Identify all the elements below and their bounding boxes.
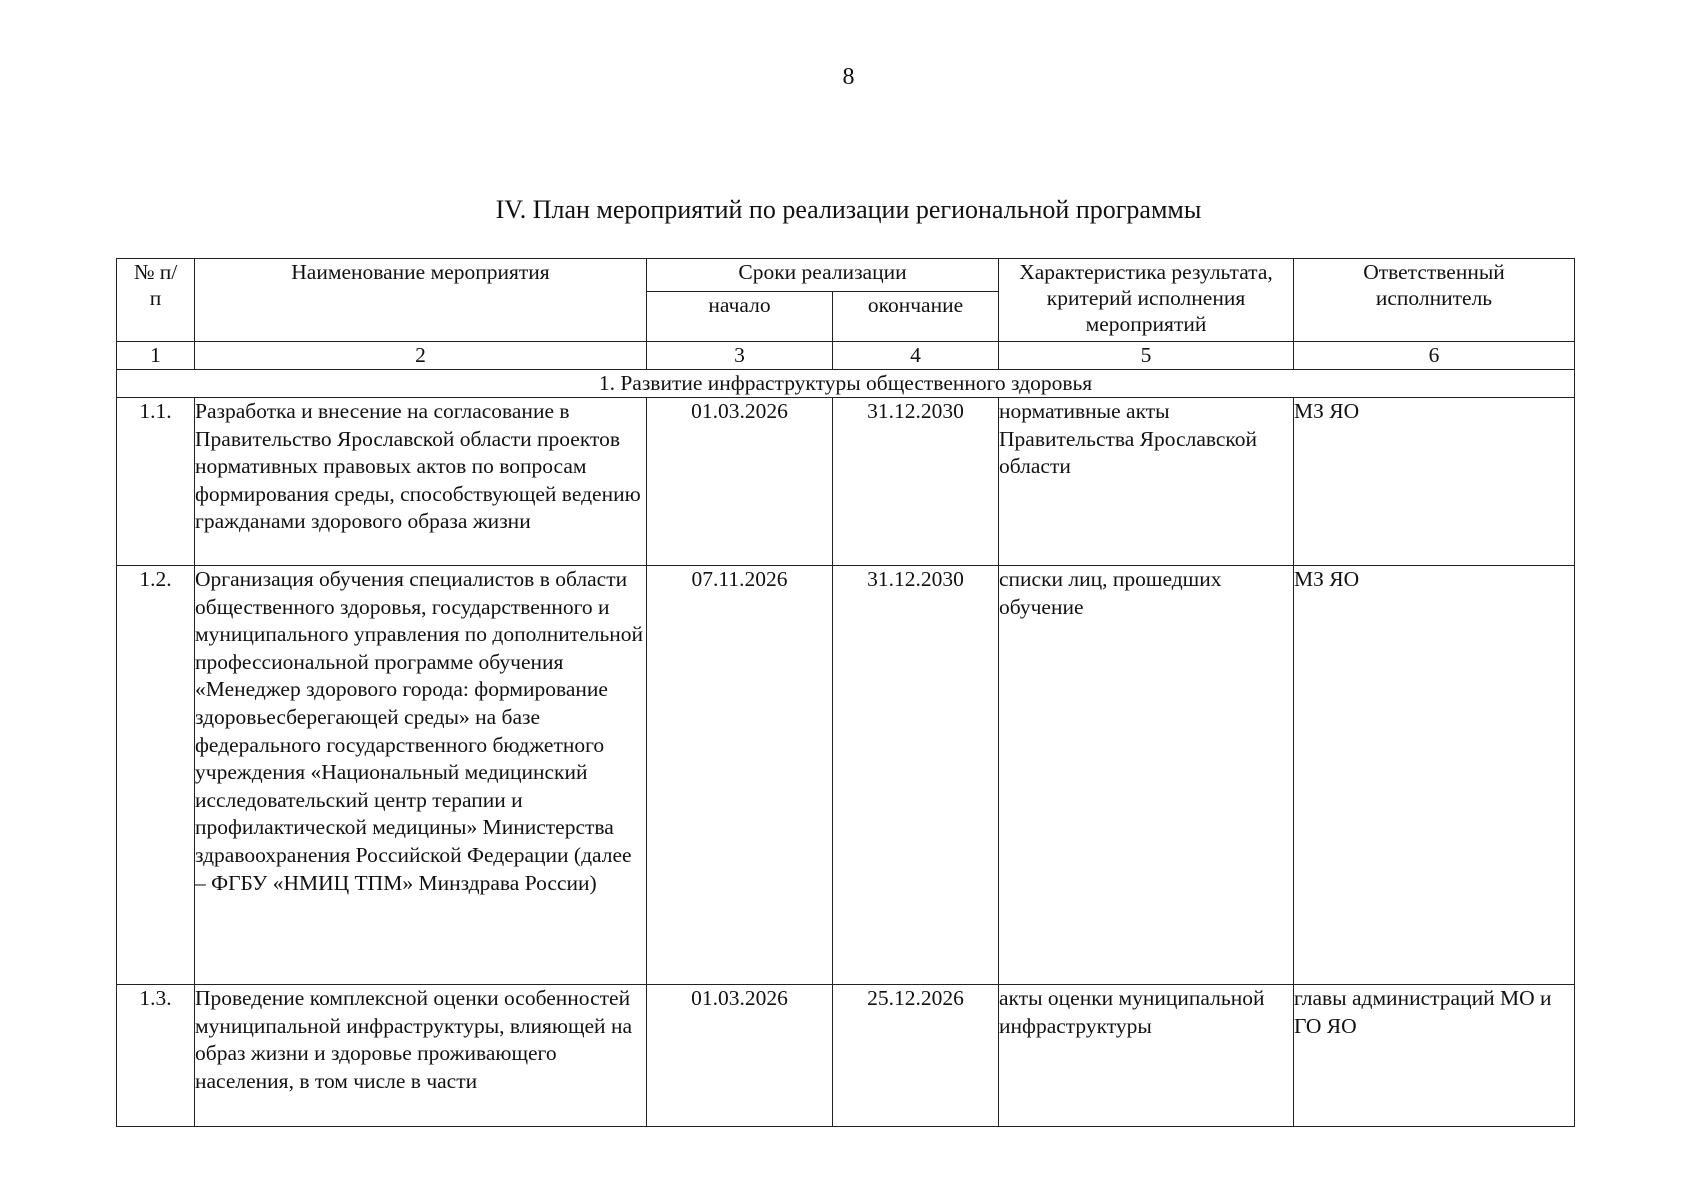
- group-row: [117, 370, 1575, 398]
- row-start: 01.03.2026: [647, 985, 833, 1127]
- header-start: начало: [647, 292, 833, 342]
- column-numbers-row: [117, 342, 1575, 370]
- group-title: 1. Развитие инфраструктуры общественного здоровья: [117, 370, 1575, 398]
- table-row: [117, 985, 1575, 1127]
- row-start: 07.11.2026: [647, 566, 833, 985]
- row-result: акты оценки муниципальной инфраструктуры: [999, 985, 1294, 1127]
- column-number: 2: [195, 342, 647, 370]
- column-number: 1: [117, 342, 195, 370]
- plan-table: [116, 258, 1575, 1127]
- row-name: Организация обучения специалистов в области общественного здоровья, государственного и муниципального управления по дополнительной профессиональной программе обучения «Менеджер здорового города: формирование здоровьесберегающей среды» на базе федерального государственного бюджетного учреждения «Национальный медицинский исследовательский центр терапии и профилактической медицины» Министерства здравоохранения Российской Федерации (далее – ФГБУ «НМИЦ ТПМ» Минздрава России): [195, 566, 647, 985]
- header-result: Характеристика результата, критерий исполнения мероприятий: [999, 259, 1294, 342]
- column-number: 3: [647, 342, 833, 370]
- row-result: нормативные акты Правительства Ярославской области: [999, 398, 1294, 566]
- row-name: Разработка и внесение на согласование в Правительство Ярославской области проектов нормативных правовых актов по вопросам формирования среды, способствующей ведению гражданами здорового образа жизни: [195, 398, 647, 566]
- row-end: 31.12.2030: [833, 566, 999, 985]
- column-number: 6: [1294, 342, 1575, 370]
- row-num: 1.2.: [117, 566, 195, 985]
- row-name: Проведение комплексной оценки особенностей муниципальной инфраструктуры, влияющей на образ жизни и здоровье проживающего населения, в том числе в части: [195, 985, 647, 1127]
- row-responsible: МЗ ЯО: [1294, 398, 1575, 566]
- column-number: 5: [999, 342, 1294, 370]
- row-responsible: главы администраций МО и ГО ЯО: [1294, 985, 1575, 1127]
- table-row: [117, 566, 1575, 985]
- row-result: списки лиц, прошедших обучение: [999, 566, 1294, 985]
- row-end: 31.12.2030: [833, 398, 999, 566]
- row-responsible: МЗ ЯО: [1294, 566, 1575, 985]
- row-end: 25.12.2026: [833, 985, 999, 1127]
- header-num: № п/п: [117, 259, 195, 342]
- header-terms: Сроки реализации: [647, 259, 999, 292]
- page-number: 8: [842, 64, 855, 90]
- header-responsible: Ответственный исполнитель: [1294, 259, 1575, 342]
- column-number: 4: [833, 342, 999, 370]
- table-row: [117, 398, 1575, 566]
- header-name: Наименование мероприятия: [195, 259, 647, 342]
- row-start: 01.03.2026: [647, 398, 833, 566]
- header-row: [117, 259, 1575, 292]
- section-title: IV. План мероприятий по реализации региональной программы: [495, 195, 1202, 224]
- row-num: 1.3.: [117, 985, 195, 1127]
- header-end: окончание: [833, 292, 999, 342]
- row-num: 1.1.: [117, 398, 195, 566]
